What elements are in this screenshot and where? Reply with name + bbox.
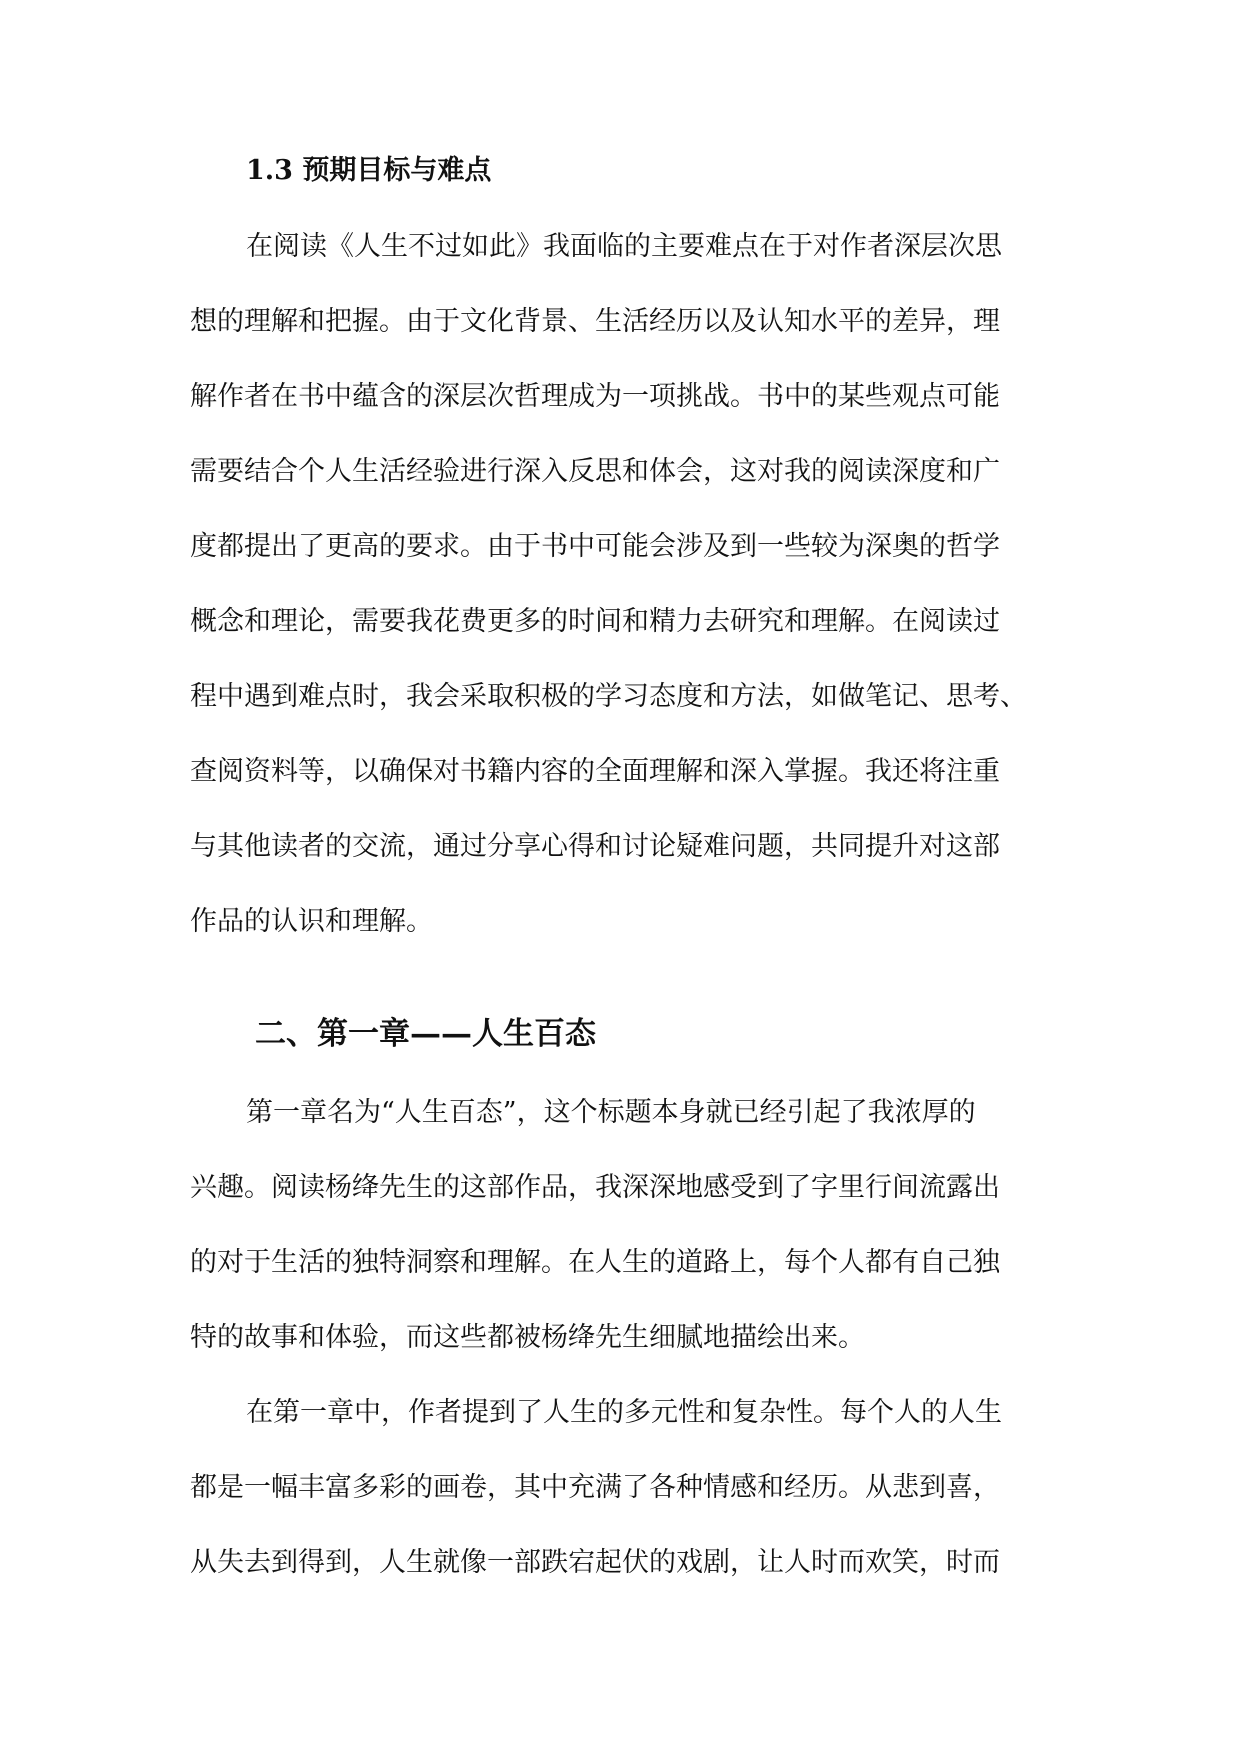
paragraph-line: 都是一幅丰富多彩的画卷，其中充满了各种情感和经历。从悲到喜， xyxy=(190,1472,1000,1503)
paragraph-line: 程中遇到难点时，我会采取积极的学习态度和方法，如做笔记、思考、 xyxy=(190,681,1027,712)
paragraph-line: 在第一章中，作者提到了人生的多元性和复杂性。每个人的人生 xyxy=(246,1397,1002,1428)
chapter-heading: 二、第一章——人生百态 xyxy=(255,1016,596,1052)
paragraph-line: 兴趣。阅读杨绛先生的这部作品，我深深地感受到了字里行间流露出 xyxy=(190,1172,1000,1203)
paragraph-line: 度都提出了更高的要求。由于书中可能会涉及到一些较为深奥的哲学 xyxy=(190,531,1000,562)
paragraph-line: 概念和理论，需要我花费更多的时间和精力去研究和理解。在阅读过 xyxy=(190,606,1000,637)
paragraph-line: 在阅读《人生不过如此》我面临的主要难点在于对作者深层次思 xyxy=(246,231,1002,262)
paragraph-line: 的对于生活的独特洞察和理解。在人生的道路上，每个人都有自己独 xyxy=(190,1247,1000,1278)
paragraph-line: 想的理解和把握。由于文化背景、生活经历以及认知水平的差异，理 xyxy=(190,306,1000,337)
section-heading-1-3: 1.3 预期目标与难点 xyxy=(246,155,492,186)
paragraph-line: 作品的认识和理解。 xyxy=(190,906,433,937)
paragraph-line: 解作者在书中蕴含的深层次哲理成为一项挑战。书中的某些观点可能 xyxy=(190,381,1000,412)
paragraph-line: 查阅资料等，以确保对书籍内容的全面理解和深入掌握。我还将注重 xyxy=(190,756,1000,787)
paragraph-line: 特的故事和体验，而这些都被杨绛先生细腻地描绘出来。 xyxy=(190,1322,865,1353)
paragraph-line: 需要结合个人生活经验进行深入反思和体会，这对我的阅读深度和广 xyxy=(190,456,1000,487)
paragraph-line: 从失去到得到，人生就像一部跌宕起伏的戏剧，让人时而欢笑，时而 xyxy=(190,1547,1000,1578)
paragraph-line: 与其他读者的交流，通过分享心得和讨论疑难问题，共同提升对这部 xyxy=(190,831,1000,862)
paragraph-line: 第一章名为“人生百态”，这个标题本身就已经引起了我浓厚的 xyxy=(246,1097,976,1128)
